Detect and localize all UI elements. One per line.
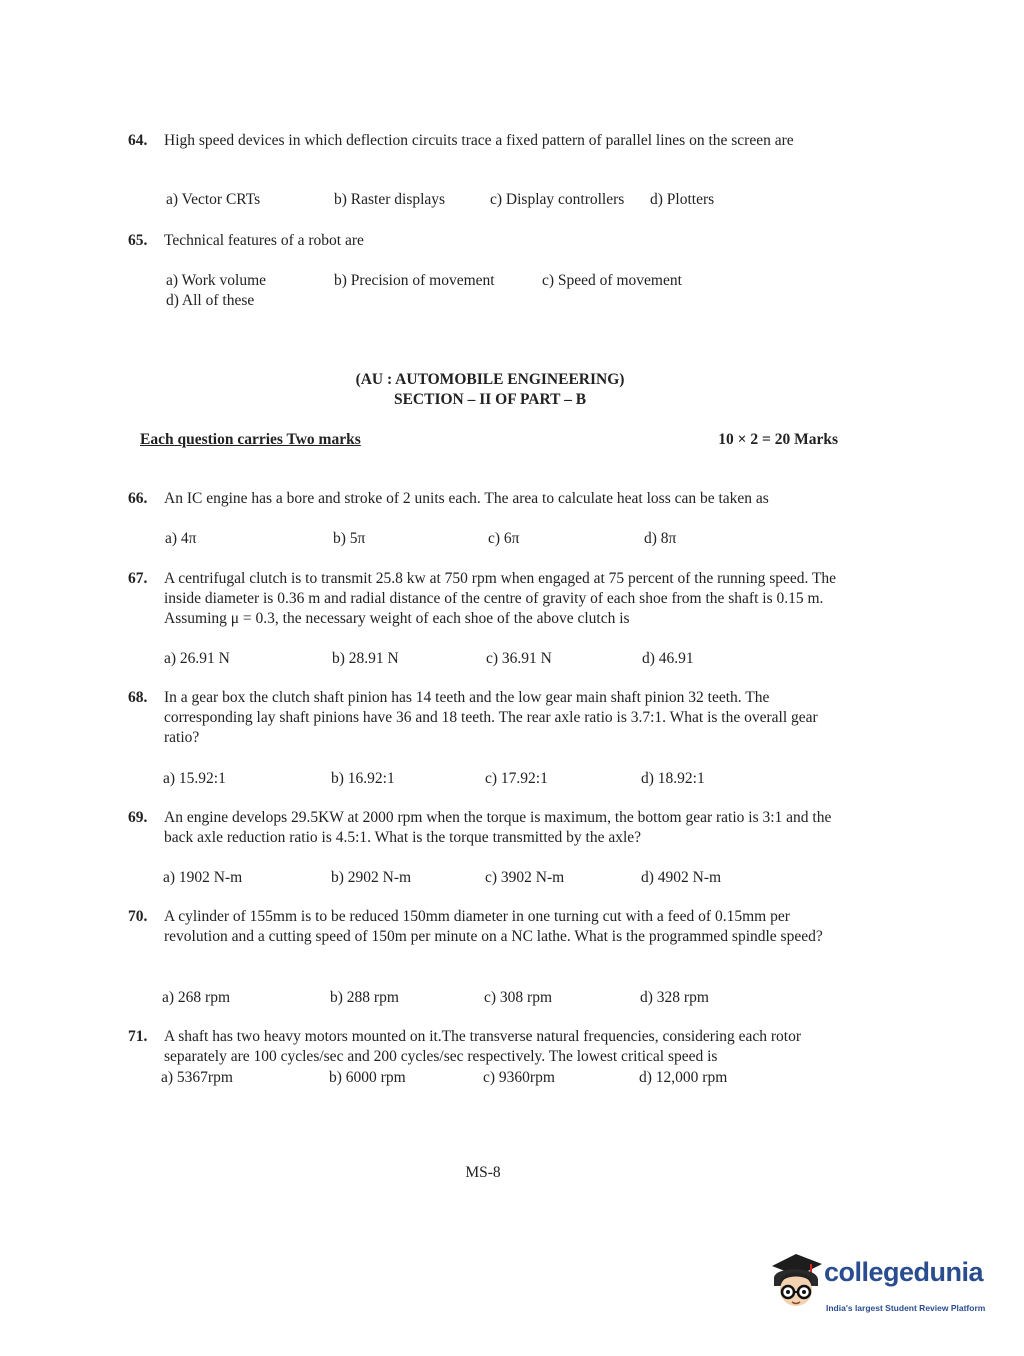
options-65	[166, 271, 866, 309]
option-d: d) Plotters	[650, 191, 715, 208]
question-64	[128, 131, 848, 151]
question-text: A shaft has two heavy motors mounted on it.The transverse natural frequencies, considering each rotor separately are 100 cycles/sec and 200 cycles/sec respectively. The lowest critical speed is	[164, 1028, 802, 1065]
options-67	[164, 649, 864, 669]
option-c: c) 17.92:1	[485, 770, 548, 787]
option-a: a) 5367rpm	[161, 1069, 233, 1086]
option-d: d) 8π	[644, 530, 677, 547]
option-c: c) 9360rpm	[483, 1069, 555, 1086]
question-70	[128, 907, 848, 947]
question-67	[128, 569, 848, 629]
section-subtitle: SECTION – II OF PART – B	[393, 391, 587, 408]
option-c: c) 308 rpm	[484, 989, 553, 1006]
brand-tagline: India's largest Student Review Platform	[826, 1303, 986, 1313]
options-69	[163, 868, 863, 888]
option-c: c) 36.91 N	[486, 650, 552, 667]
option-c: c) Speed of movement	[542, 272, 682, 289]
question-text: Technical features of a robot are	[164, 232, 364, 249]
option-a: a) Work volume	[166, 272, 267, 289]
option-b: b) 6000 rpm	[329, 1069, 406, 1086]
question-text: In a gear box the clutch shaft pinion has 14 teeth and the low gear main shaft pinion 32 teeth. The corresponding lay shaft pinions have 36 and 18 teeth. The rear axle ratio is 3.7:1. What is the overall gear ratio?	[164, 689, 818, 746]
question-text: An engine develops 29.5KW at 2000 rpm when the torque is maximum, the bottom gear ratio is 3:1 and the back axle reduction ratio is 4.5:1. What is the torque transmitted by the axle?	[164, 809, 832, 846]
option-a: a) Vector CRTs	[166, 191, 261, 208]
marks-row	[140, 430, 838, 450]
option-d: d) 4902 N-m	[641, 869, 722, 886]
question-number: 68.	[128, 689, 148, 706]
question-number: 71.	[128, 1028, 148, 1045]
question-number: 65.	[128, 232, 148, 249]
option-d: d) 18.92:1	[641, 770, 705, 787]
option-b: b) 2902 N-m	[331, 869, 412, 886]
question-66	[128, 489, 848, 509]
options-66	[165, 529, 865, 549]
graduate-mascot-icon	[766, 1250, 828, 1320]
option-a: a) 15.92:1	[163, 770, 226, 787]
option-d: d) 46.91	[642, 650, 694, 667]
option-b: b) Precision of movement	[334, 272, 495, 289]
option-c: c) 6π	[488, 530, 520, 547]
options-71	[161, 1068, 861, 1088]
option-b: b) 28.91 N	[332, 650, 399, 667]
option-d: d) 328 rpm	[640, 989, 709, 1006]
option-b: b) 5π	[333, 530, 366, 547]
question-71	[128, 1027, 848, 1067]
page-number: MS-8	[465, 1164, 501, 1181]
question-number: 66.	[128, 490, 148, 507]
instruction-text: Each question carries Two marks	[140, 431, 361, 448]
option-a: a) 268 rpm	[162, 989, 231, 1006]
question-text: High speed devices in which deflection circuits trace a fixed pattern of parallel lines on the screen are	[164, 132, 794, 149]
question-69	[128, 808, 848, 848]
option-b: b) 288 rpm	[330, 989, 399, 1006]
question-number: 69.	[128, 809, 148, 826]
option-a: a) 26.91 N	[164, 650, 230, 667]
question-text: A cylinder of 155mm is to be reduced 150mm diameter in one turning cut with a feed of 0.15mm per revolution and a cutting speed of 150m per minute on a NC lathe. What is the programmed spindle speed?	[164, 908, 823, 945]
option-d: d) All of these	[166, 292, 255, 309]
option-b: b) Raster displays	[334, 191, 446, 208]
marks-text: 10 × 2 = 20 Marks	[718, 431, 838, 448]
option-b: b) 16.92:1	[331, 770, 395, 787]
section-title: (AU : AUTOMOBILE ENGINEERING)	[355, 371, 625, 388]
question-68	[128, 688, 848, 748]
collegedunia-logo	[766, 1250, 996, 1320]
option-a: a) 1902 N-m	[163, 869, 243, 886]
option-d: d) 12,000 rpm	[639, 1069, 728, 1086]
brand-name: collegedunia	[824, 1257, 984, 1287]
question-number: 67.	[128, 570, 148, 587]
question-65	[128, 231, 848, 251]
question-number: 64.	[128, 132, 148, 149]
option-c: c) 3902 N-m	[485, 869, 565, 886]
options-70	[162, 988, 862, 1008]
options-64	[166, 190, 866, 210]
options-68	[163, 769, 863, 789]
question-text: A centrifugal clutch is to transmit 25.8 kw at 750 rpm when engaged at 75 percent of the running speed. The inside diameter is 0.36 m and radial distance of the centre of gravity of each shoe from the shaft is 0.15 m. Assuming μ = 0.3, the necessary weight of each shoe of the above clutch is	[164, 570, 837, 627]
question-text: An IC engine has a bore and stroke of 2 units each. The area to calculate heat loss can be taken as	[164, 490, 769, 507]
option-c: c) Display controllers	[490, 191, 625, 208]
question-number: 70.	[128, 908, 148, 925]
option-a: a) 4π	[165, 530, 197, 547]
